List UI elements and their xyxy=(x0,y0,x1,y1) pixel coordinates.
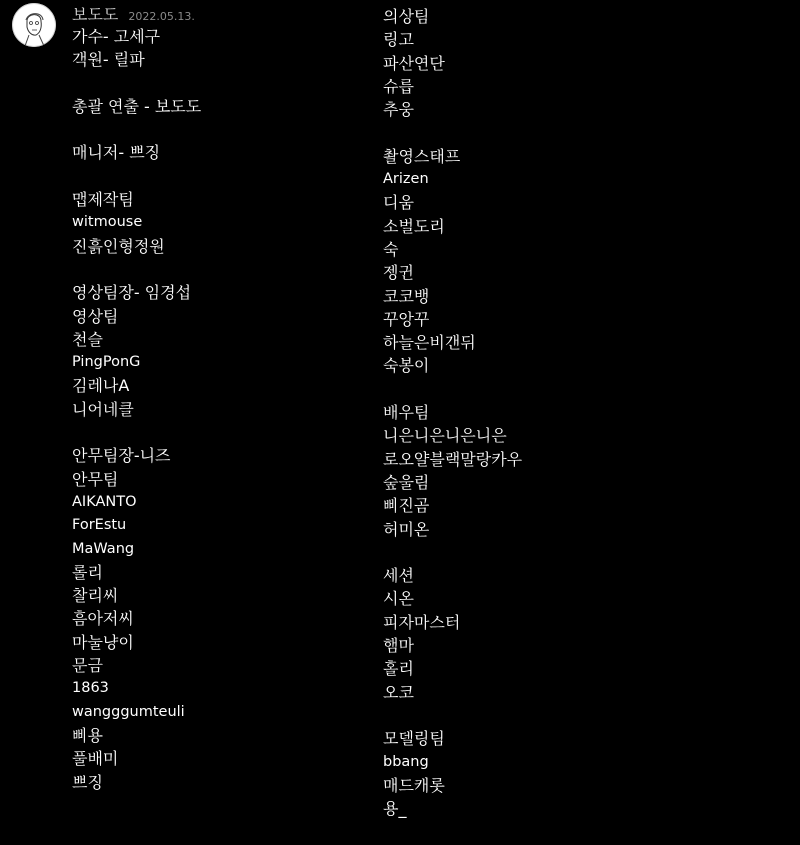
credit-line: 슈릅 xyxy=(383,76,414,96)
credit-line: 문금 xyxy=(72,656,103,676)
credit-line: witmouse xyxy=(72,214,143,231)
credit-line: 숙 xyxy=(383,239,399,259)
credit-line: 허미온 xyxy=(383,519,430,539)
author-name[interactable]: 보도도 xyxy=(72,5,119,24)
credit-line: MaWang xyxy=(72,540,135,557)
credit-line: 흠아저씨 xyxy=(72,609,134,629)
credit-line: 총괄 연출 - 보도도 xyxy=(72,96,202,116)
credit-line: 디움 xyxy=(383,193,414,213)
credit-line: 세션 xyxy=(383,566,414,586)
credit-line: 매드캐롯 xyxy=(383,775,445,795)
blank-line xyxy=(383,121,522,144)
credit-line: 삐용 xyxy=(72,725,103,745)
credit-line: 용_ xyxy=(383,799,407,819)
blank-line xyxy=(72,421,201,444)
credit-line: 숲울림 xyxy=(383,472,430,492)
credit-line: 찰리씨 xyxy=(72,586,119,606)
credit-line: 숙봉이 xyxy=(383,356,430,376)
credit-line: 니어네클 xyxy=(72,399,134,419)
credit-line: 1863 xyxy=(72,680,109,697)
credit-line: 파산연단 xyxy=(383,53,445,73)
credit-line: 안무팀장-니즈 xyxy=(72,446,171,466)
credit-line: PingPonG xyxy=(72,354,141,371)
credit-line: 젱귄 xyxy=(383,263,414,283)
credit-line: AIKANTO xyxy=(72,493,137,510)
blank-line xyxy=(383,541,522,564)
credit-line: 링고 xyxy=(383,30,414,50)
credit-line: ForEstu xyxy=(72,517,127,534)
credit-line: 로오얄블랙말랑카우 xyxy=(383,449,523,469)
credit-line: 삐진곰 xyxy=(383,496,430,516)
credit-line: 맵제작팀 xyxy=(72,190,134,210)
credit-line: 의상팀 xyxy=(383,7,430,26)
credit-line: 가수- 고세구 xyxy=(72,27,161,46)
blank-line xyxy=(383,378,522,401)
blank-line xyxy=(72,72,201,95)
credit-line: 햄마 xyxy=(383,636,414,656)
avatar[interactable] xyxy=(12,3,56,47)
credit-line: 쁘징 xyxy=(72,772,103,792)
credit-line: 코코뱅 xyxy=(383,286,430,306)
credit-line: 니은니은니은니은 xyxy=(383,426,507,446)
credit-line: 시온 xyxy=(383,589,414,609)
credit-line: 마눌냥이 xyxy=(72,632,134,652)
credit-line: 하늘은비갠뒤 xyxy=(383,333,476,353)
credit-line: 천슬 xyxy=(72,329,103,349)
credit-line: 피자마스터 xyxy=(383,612,461,632)
credit-line: 추웅 xyxy=(383,100,414,120)
blank-line xyxy=(72,258,201,281)
blank-line xyxy=(383,704,522,727)
credit-line: 영상팀장- 임경섭 xyxy=(72,283,192,303)
credit-line: 안무팀 xyxy=(72,469,119,489)
credit-line: 오코 xyxy=(383,682,414,702)
credit-line: 소벌도리 xyxy=(383,216,445,236)
profile-sketch-icon xyxy=(12,3,56,47)
post-date: 2022.05.13. xyxy=(128,10,195,23)
credit-line: wangggumteuli xyxy=(72,703,185,720)
credit-line: 모델링팀 xyxy=(383,729,445,749)
credit-line: 진흙인형정원 xyxy=(72,236,165,256)
credit-line: 롤리 xyxy=(72,562,103,582)
credit-line: 김레나A xyxy=(72,376,130,396)
blank-line xyxy=(72,118,201,141)
credit-line: Arizen xyxy=(383,171,429,188)
credit-line: 꾸앙꾸 xyxy=(383,309,430,329)
credit-line: 배우팀 xyxy=(383,403,430,423)
credits-right-column xyxy=(383,5,522,820)
credits-left-column xyxy=(72,25,201,794)
credit-line: 객원- 릴파 xyxy=(72,50,145,70)
credit-line: bbang xyxy=(383,753,429,770)
blank-line xyxy=(72,165,201,188)
credit-line: 영상팀 xyxy=(72,306,119,326)
post-header xyxy=(72,2,195,24)
credit-line: 풀배미 xyxy=(72,749,119,769)
credit-line: 홀리 xyxy=(383,659,414,679)
credit-line: 촬영스태프 xyxy=(383,146,461,166)
credit-line: 매니저- 쁘징 xyxy=(72,143,161,163)
